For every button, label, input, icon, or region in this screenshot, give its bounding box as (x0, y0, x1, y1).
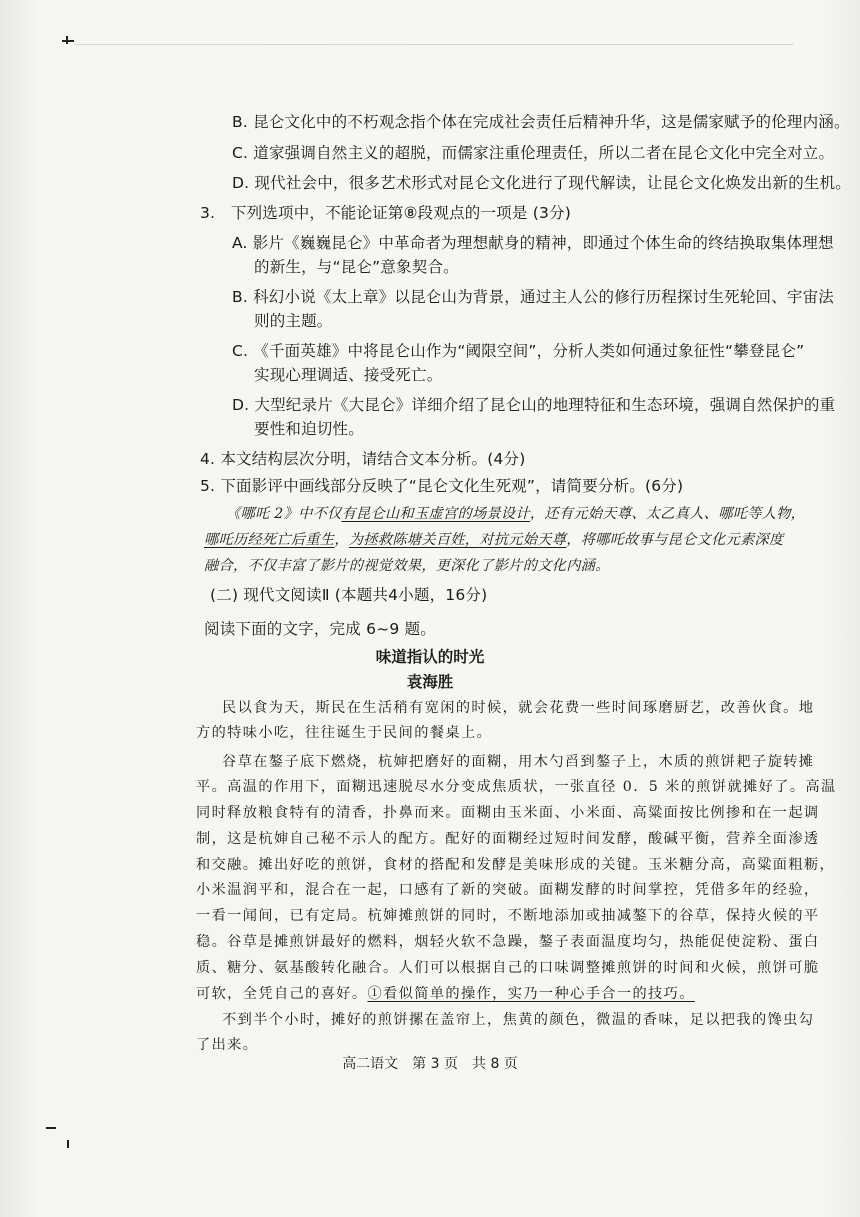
article-title: 味道指认的时光 (375, 648, 485, 666)
scan-corner-mark (67, 1140, 69, 1148)
article-line: 同时释放粮食特有的清香，扑鼻而来。面糊由玉米面、小米面、高粱面按比例掺和在一起调 (196, 805, 820, 821)
article-line: 民以食为天，斯民在生活稍有宽闲的时候，就会花费一些时间琢磨厨艺，改善伙食。地 (222, 700, 815, 716)
article-line: 小米温润平和，混合在一起，口感有了新的突破。面糊发酵的时间掌控，凭借多年的经验， (196, 882, 820, 898)
q5-stem: 5. 下面影评中画线部分反映了“昆仑文化生死观”，请简要分析。(6分) (200, 477, 684, 495)
q3-option-b: B. 科幻小说《太上章》以昆仑山为背景，通过主人公的修行历程探讨生死轮回、宇宙法 (232, 288, 834, 306)
q3-option-c: C. 《千面英雄》中将昆仑山作为“阈限空间”，分析人类如何通过象征性“攀登昆仑” (232, 342, 805, 360)
article-line: 制，这是杭婶自己秘不示人的配方。配好的面糊经过短时间发酵，酸碱平衡，营养全面渗透 (196, 831, 820, 847)
q4-stem: 4. 本文结构层次分明，请结合文本分析。(4分) (200, 450, 526, 468)
review-text: ，将哪吒故事与昆仑文化元素深度 (566, 532, 784, 548)
reading-instruction: 阅读下面的文字，完成 6~9 题。 (204, 620, 436, 638)
scan-bleed-line (74, 44, 794, 45)
article-text: 可软，全凭自己的喜好。 (196, 986, 368, 1002)
article-line-with-marked-sentence (196, 983, 695, 1003)
review-text: 《哪吒 2》中不仅 (226, 506, 342, 522)
q3-option-a-cont: 的新生，与“昆仑”意象契合。 (254, 258, 459, 276)
q2-option-c: C. 道家强调自然主义的超脱，而儒家注重伦理责任，所以二者在昆仑文化中完全对立。 (232, 144, 835, 162)
underlined-phrase: 哪吒历经死亡后重生 (204, 532, 335, 548)
article-line: 和交融。摊出好吃的煎饼，食材的搭配和发酵是美味形成的关键。玉米糖分高，高粱面粗粝， (196, 857, 836, 873)
q3-option-c-cont: 实现心理调适、接受死亡。 (254, 366, 443, 384)
scan-corner-mark (62, 40, 74, 42)
q2-option-d: D. 现代社会中，很多艺术形式对昆仑文化进行了现代解读，让昆仑文化焕发出新的生机。 (232, 174, 851, 192)
q3-option-a: A. 影片《巍巍昆仑》中革命者为理想献身的精神，即通过个体生命的终结换取集体理想 (232, 234, 834, 252)
film-review-line-2 (204, 529, 784, 549)
marked-sentence-1: ①看似简单的操作，实乃一种心手合一的技巧。 (367, 986, 695, 1002)
review-text: ， (334, 532, 349, 548)
q3-option-d-cont: 要性和迫切性。 (254, 420, 364, 438)
page-footer: 高二语文 第 3 页 共 8 页 (342, 1056, 518, 1072)
article-line: 一看一闻间，已有定局。杭婶摊煎饼的同时，不断地添加或抽减鏊下的谷草，保持火候的平 (196, 908, 820, 924)
film-review-line-1 (226, 503, 805, 523)
film-review-line-3: 融合，不仅丰富了影片的视觉效果，更深化了影片的文化内涵。 (204, 558, 610, 574)
article-line: 方的特味小吃，往往诞生于民间的餐桌上。 (196, 725, 493, 741)
article-line: 谷草在鏊子底下燃烧，杭婶把磨好的面糊，用木勺舀到鏊子上，木质的煎饼耙子旋转摊 (222, 754, 815, 770)
q3-option-d: D. 大型纪录片《大昆仑》详细介绍了昆仑山的地理特征和生态环境，强调自然保护的重 (232, 396, 836, 414)
article-line: 平。高温的作用下，面糊迅速脱尽水分变成焦质状，一张直径 0．5 米的煎饼就摊好了。高温 (196, 779, 837, 795)
underlined-phrase: 有昆仑山和玉虚宫的场景设计 (341, 506, 530, 522)
article-line: 不到半个小时，摊好的煎饼摞在盖帘上，焦黄的颜色，微温的香味，足以把我的馋虫勾 (222, 1012, 815, 1028)
article-line: 稳。谷草是摊煎饼最好的燃料，烟轻火软不急躁，鏊子表面温度均匀，热能促使淀粉、蛋白 (196, 934, 820, 950)
section-heading: (二) 现代文阅读Ⅱ (本题共4小题，16分) (210, 586, 488, 604)
scan-corner-mark (46, 1127, 56, 1129)
review-text: ，还有元始天尊、太乙真人、哪吒等人物， (529, 506, 806, 522)
underlined-phrase: 为拯救陈塘关百姓，对抗元始天尊 (348, 532, 567, 548)
q2-option-b: B. 昆仑文化中的不朽观念指个体在完成社会责任后精神升华，这是儒家赋予的伦理内涵。 (232, 113, 850, 131)
scan-corner-mark (66, 36, 68, 44)
q3-stem: 3. 下列选项中，不能论证第⑧段观点的一项是 (3分) (200, 204, 571, 222)
article-line: 质、糖分、氨基酸转化融合。人们可以根据自己的口味调整摊煎饼的时间和火候，煎饼可脆 (196, 960, 820, 976)
article-author: 袁海胜 (406, 673, 454, 691)
article-line: 了出来。 (196, 1037, 259, 1053)
q3-option-b-cont: 则的主题。 (254, 312, 333, 330)
